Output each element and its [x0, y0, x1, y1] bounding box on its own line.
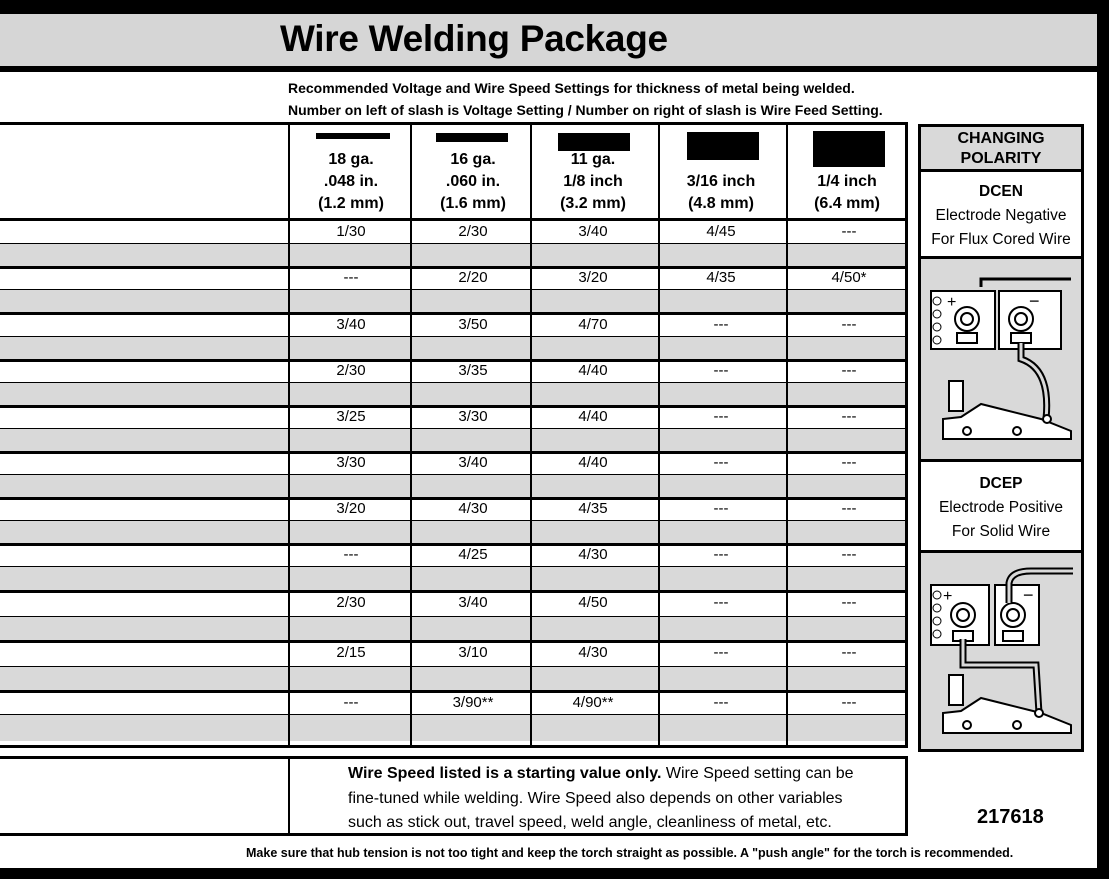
setting-cell: 4/30 — [578, 644, 608, 661]
row-line — [0, 666, 905, 667]
column-mm: (1.2 mm) — [318, 195, 384, 212]
setting-cell: 2/20 — [458, 269, 488, 286]
setting-cell: 1/30 — [336, 223, 366, 240]
setting-cell: 3/30 — [336, 454, 366, 471]
setting-cell: 4/50 — [578, 594, 608, 611]
column-inch: 1/8 inch — [563, 173, 623, 190]
thickness-swatch — [436, 133, 508, 142]
setting-cell: 4/90** — [572, 694, 614, 711]
row-band — [0, 474, 905, 497]
row-divider — [0, 312, 905, 315]
column-header — [658, 171, 784, 215]
setting-cell: 3/10 — [458, 644, 488, 661]
row-line — [0, 616, 905, 617]
setting-cell: 3/90** — [452, 694, 494, 711]
setting-cell: 4/45 — [706, 223, 736, 240]
row-line — [0, 336, 905, 337]
setting-cell: --- — [841, 546, 857, 563]
footer-bar — [0, 868, 1109, 879]
dcen-diagram — [921, 259, 1081, 459]
dcen-label-box — [921, 172, 1081, 256]
setting-cell: 4/70 — [578, 316, 608, 333]
setting-cell: 4/35 — [578, 500, 608, 517]
setting-cell: 3/40 — [458, 454, 488, 471]
setting-cell: --- — [841, 594, 857, 611]
setting-cell: 3/25 — [336, 408, 366, 425]
dcen-line-2: For Flux Cored Wire — [931, 231, 1071, 248]
setting-cell: --- — [713, 644, 729, 661]
row-line — [0, 714, 905, 715]
footer-note: Make sure that hub tension is not too tight and keep the torch straight as possible. A "push angle" for the torch is recommended. — [246, 846, 1014, 860]
setting-cell: 4/25 — [458, 546, 488, 563]
dcen-plus-sign: + — [947, 294, 957, 311]
column-header — [288, 149, 414, 215]
row-divider — [0, 690, 905, 693]
column-inch: .048 in. — [323, 173, 379, 190]
column-gauge: 16 ga. — [450, 151, 496, 168]
column-mm: (6.4 mm) — [814, 195, 880, 212]
setting-cell: 4/40 — [578, 408, 608, 425]
setting-cell: --- — [713, 694, 729, 711]
setting-cell: 4/30 — [458, 500, 488, 517]
row-divider — [0, 590, 905, 593]
row-band — [0, 714, 905, 741]
thickness-swatch — [687, 132, 759, 160]
row-line — [0, 474, 905, 475]
dcep-line-1: Electrode Positive — [938, 499, 1064, 516]
row-line — [0, 428, 905, 429]
setting-cell: --- — [841, 316, 857, 333]
column-inch: .060 in. — [445, 173, 501, 190]
polarity-header-line-2: POLARITY — [960, 150, 1042, 167]
subtitle-line-2: Number on left of slash is Voltage Setting / Number on right of slash is Wire Feed Setting. — [288, 102, 883, 118]
setting-cell: --- — [841, 500, 857, 517]
row-line — [0, 289, 905, 290]
dcen-minus-sign: − — [1029, 291, 1040, 311]
setting-cell: 3/20 — [578, 269, 608, 286]
dcep-line-2: For Solid Wire — [951, 523, 1051, 540]
column-gauge: 18 ga. — [328, 151, 374, 168]
column-header — [410, 149, 536, 215]
row-band — [0, 336, 905, 359]
row-line — [0, 382, 905, 383]
setting-cell: --- — [713, 500, 729, 517]
row-band — [0, 566, 905, 590]
setting-cell: --- — [713, 408, 729, 425]
row-band — [0, 289, 905, 312]
setting-cell: --- — [713, 594, 729, 611]
row-band — [0, 382, 905, 405]
row-line — [0, 566, 905, 567]
row-band — [0, 243, 905, 266]
note-line-2: fine-tuned while welding. Wire Speed also depends on other variables — [348, 789, 843, 807]
column-mm: (1.6 mm) — [440, 195, 506, 212]
setting-cell: 4/30 — [578, 546, 608, 563]
setting-cell: --- — [841, 408, 857, 425]
setting-cell: 4/50* — [831, 269, 867, 286]
setting-cell: 2/30 — [336, 594, 366, 611]
settings-table — [0, 122, 908, 748]
row-line — [0, 520, 905, 521]
row-band — [0, 616, 905, 640]
setting-cell: 3/40 — [578, 223, 608, 240]
setting-cell: --- — [841, 362, 857, 379]
dcen-title: DCEN — [979, 183, 1023, 200]
column-gauge: 11 ga. — [570, 151, 616, 168]
setting-cell: 2/15 — [336, 644, 366, 661]
setting-cell: --- — [713, 546, 729, 563]
note-line-3: such as stick out, travel speed, weld angle, cleanliness of metal, etc. — [348, 814, 832, 831]
setting-cell: 3/20 — [336, 500, 366, 517]
thickness-swatch — [813, 131, 885, 167]
row-line — [0, 243, 905, 244]
polarity-panel — [918, 124, 1084, 752]
dcep-minus-sign: − — [1023, 585, 1034, 605]
wire-speed-note — [348, 762, 888, 836]
setting-cell: --- — [343, 269, 359, 286]
part-number: 217618 — [977, 806, 1044, 828]
dcep-label-box — [921, 462, 1081, 550]
dcep-wiring-illustration — [921, 553, 1081, 749]
setting-cell: 3/40 — [458, 594, 488, 611]
setting-cell: --- — [841, 644, 857, 661]
column-inch: 3/16 inch — [686, 173, 756, 190]
row-band — [0, 520, 905, 543]
polarity-header — [921, 127, 1081, 169]
setting-cell: 3/30 — [458, 408, 488, 425]
thickness-swatch — [316, 133, 390, 139]
setting-cell: 2/30 — [458, 223, 488, 240]
setting-cell: 3/40 — [336, 316, 366, 333]
setting-cell: --- — [713, 362, 729, 379]
setting-cell: 4/40 — [578, 454, 608, 471]
column-header — [786, 171, 908, 215]
setting-cell: --- — [841, 694, 857, 711]
setting-cell: 2/30 — [336, 362, 366, 379]
setting-cell: --- — [343, 694, 359, 711]
setting-cell: --- — [343, 546, 359, 563]
dcen-line-1: Electrode Negative — [935, 207, 1067, 224]
row-divider — [0, 640, 905, 643]
page-title: Wire Welding Package — [280, 18, 668, 59]
column-mm: (4.8 mm) — [688, 195, 754, 212]
setting-cell: --- — [841, 454, 857, 471]
setting-cell: --- — [713, 316, 729, 333]
setting-cell: 4/35 — [706, 269, 736, 286]
column-mm: (3.2 mm) — [560, 195, 626, 212]
column-inch: 1/4 inch — [817, 173, 877, 190]
polarity-header-line-1: CHANGING — [957, 130, 1045, 147]
dcep-title: DCEP — [979, 475, 1023, 492]
note-bold: Wire Speed listed is a starting value only. — [348, 765, 662, 782]
header-divider — [0, 218, 905, 221]
dcen-wiring-illustration — [921, 259, 1081, 459]
row-band — [0, 428, 905, 451]
setting-cell: --- — [841, 223, 857, 240]
setting-cell: 4/40 — [578, 362, 608, 379]
dcep-plus-sign: + — [943, 588, 953, 605]
setting-cell: --- — [713, 454, 729, 471]
setting-cell: 3/35 — [458, 362, 488, 379]
note-rest: Wire Speed setting can be — [661, 765, 854, 782]
setting-cell: 3/50 — [458, 316, 488, 333]
column-header — [530, 149, 656, 215]
dcep-diagram — [921, 553, 1081, 749]
row-band — [0, 666, 905, 690]
subtitle-line-1: Recommended Voltage and Wire Speed Settings for thickness of metal being welded. — [288, 80, 855, 96]
